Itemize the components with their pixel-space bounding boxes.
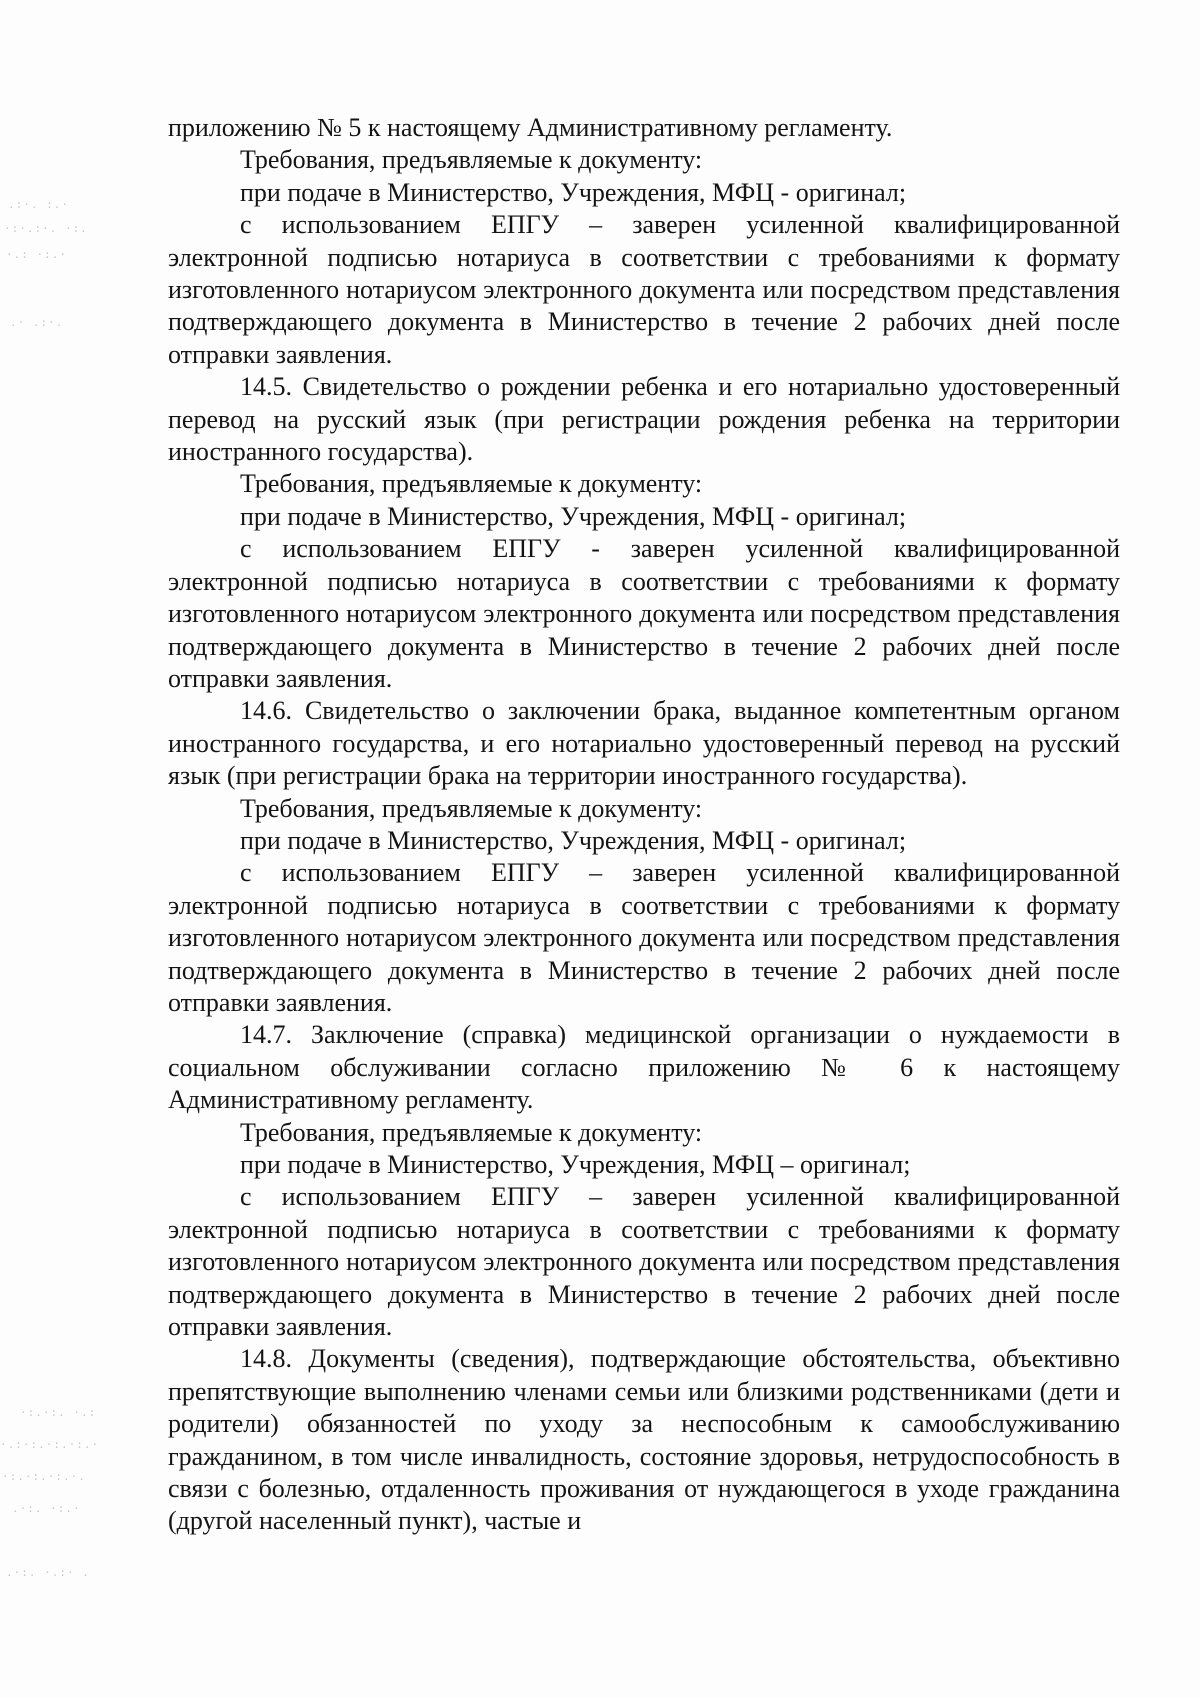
document-body xyxy=(168,112,1120,1538)
paragraph: Требования, предъявляемые к документу: xyxy=(240,145,703,175)
scan-noise-left-4: .· .:·. xyxy=(10,316,64,329)
paragraph: Требования, предъявляемые к документу: xyxy=(240,793,703,823)
paragraph: с использованием ЕПГУ – заверен усиленной квалифицированной электронной подписью нотариуса в соответствии с требованиями к формату изготовленного нотариусом электронного документа или посредством представления подтверждающего документа в Министерство в течение 2 рабочих дней после отправки заявления. xyxy=(168,1182,1120,1342)
scan-noise-left-2: ·:·.:·. ·:. xyxy=(4,222,88,235)
paragraph: Требования, предъявляемые к документу: xyxy=(240,1117,703,1147)
paragraph: 14.5. Свидетельство о рождении ребенка и его нотариально удостоверенный перевод на русский язык (при регистрации рождения ребенка на территории иностранного государства). xyxy=(168,372,1120,467)
paragraph: при подаче в Министерство, Учреждения, МФЦ - оригинал; xyxy=(240,177,907,207)
paragraph: при подаче в Министерство, Учреждения, МФЦ - оригинал; xyxy=(240,825,907,855)
paragraph: 14.8. Документы (сведения), подтверждающие обстоятельства, объективно препятствующие выполнению членами семьи или близкими родственниками (дети и родители) обязанностей по уходу за неспособным к самообслуживанию гражданином, в том числе инвалидность, состояние здоровья, нетрудоспособность в связи с болезнью, отдаленность проживания от нуждающегося в уходе гражданина (другой населенный пункт), частые и xyxy=(168,1344,1120,1536)
scan-noise-left-1: .:·. :.· xyxy=(8,198,69,211)
paragraph: приложению № 5 к настоящему Административному регламенту. xyxy=(168,113,893,142)
scan-noise-left-8: .·:. ·:.· xyxy=(12,1502,81,1515)
scan-noise-left-7: ·:.·:.·:.·. xyxy=(2,1470,86,1483)
paragraph: с использованием ЕПГУ – заверен усиленной квалифицированной электронной подписью нотариуса в соответствии с требованиями к формату изготовленного нотариусом электронного документа или посредством представления подтверждающего документа в Министерство в течение 2 рабочих дней после отправки заявления. xyxy=(168,210,1120,369)
scan-noise-left-3: ·.: ·:.· xyxy=(6,248,67,261)
paragraph: 14.6. Свидетельство о заключении брака, выданное компетентным органом иностранного государства, и его нотариально удостоверенный перевод на русский язык (при регистрации брака на территории иностранного государства). xyxy=(168,696,1120,791)
paragraph: с использованием ЕПГУ - заверен усиленной квалифицированной электронной подписью нотариуса в соответствии с требованиями к формату изготовленного нотариусом электронного документа или посредством представления подтверждающего документа в Министерство в течение 2 рабочих дней после отправки заявления. xyxy=(168,534,1120,693)
scan-noise-left-5: ·:.·:. ·.: xyxy=(20,1406,97,1419)
paragraph: 14.7. Заключение (справка) медицинской организации о нуждаемости в социальном обслуживании согласно приложению № 6 к настоящему Административному регламенту. xyxy=(168,1020,1120,1115)
scan-noise-left-6: ·.:·:.·:.·:.· xyxy=(0,1438,100,1451)
paragraph: при подаче в Министерство, Учреждения, МФЦ – оригинал; xyxy=(240,1150,911,1179)
scan-noise-left-9: .·:. ·.:· . xyxy=(6,1566,90,1579)
paragraph: Требования, предъявляемые к документу: xyxy=(240,469,703,499)
paragraph: с использованием ЕПГУ – заверен усиленной квалифицированной электронной подписью нотариуса в соответствии с требованиями к формату изготовленного нотариусом электронного документа или посредством представления подтверждающего документа в Министерство в течение 2 рабочих дней после отправки заявления. xyxy=(168,858,1120,1017)
paragraph: при подаче в Министерство, Учреждения, МФЦ - оригинал; xyxy=(240,501,907,531)
